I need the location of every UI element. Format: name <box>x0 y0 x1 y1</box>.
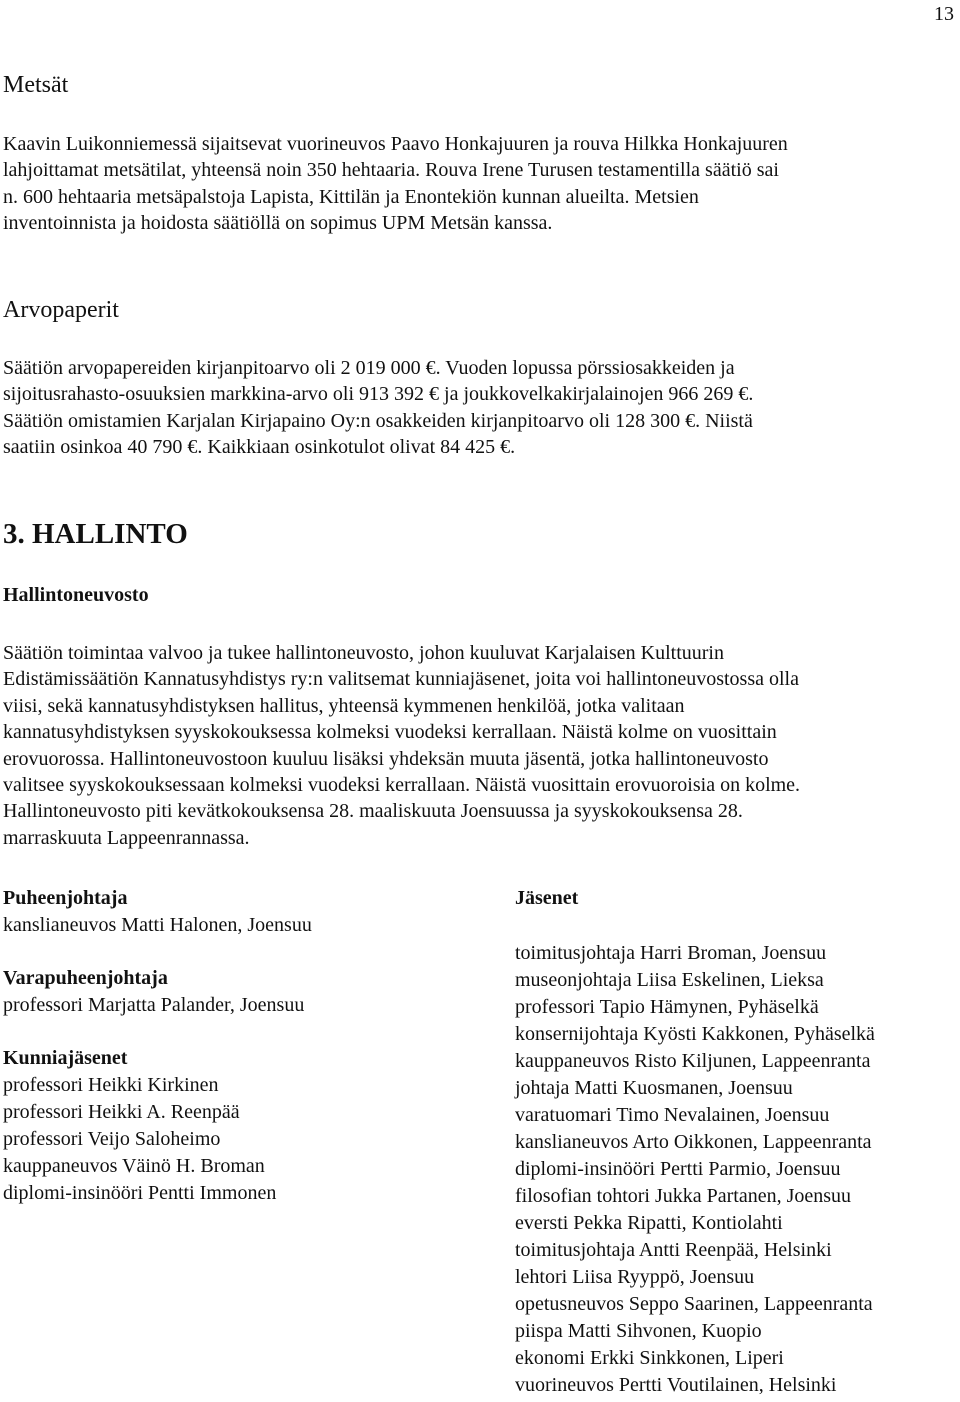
member-name: toimitusjohtaja Harri Broman, Joensuu <box>515 942 827 964</box>
member-name: diplomi-insinööri Pertti Parmio, Joensuu <box>515 1158 841 1180</box>
member-name: piispa Matti Sihvonen, Kuopio <box>515 1320 762 1342</box>
member-name: johtaja Matti Kuosmanen, Joensuu <box>515 1077 793 1099</box>
section-heading-arvopaperit: Arvopaperit <box>3 297 119 323</box>
member-name: kauppaneuvos Risto Kiljunen, Lappeenranta <box>515 1050 871 1072</box>
member-name: professori Heikki A. Reenpää <box>3 1101 240 1123</box>
member-name: diplomi-insinööri Pentti Immonen <box>3 1182 277 1204</box>
text-line: n. 600 hehtaaria metsäpalstoja Lapista, Kittilän ja Enontekiön kunnan alueilta. Metsien <box>3 185 699 208</box>
role-title-puheenjohtaja: Puheenjohtaja <box>3 887 128 909</box>
text-line: Edistämissäätiön Kannatusyhdistys ry:n valitsemat kunniajäsenet, joita voi hallintoneuvostossa olla <box>3 668 799 691</box>
member-name: kanslianeuvos Matti Halonen, Joensuu <box>3 914 312 936</box>
group-varapuheenjohtaja <box>3 965 312 1019</box>
text-line: marraskuuta Lappeenrannassa. <box>3 826 250 849</box>
text-line: Hallintoneuvosto piti kevätkokouksensa 28. maaliskuuta Joensuussa ja syyskokouksensa 28. <box>3 800 743 823</box>
member-name: opetusneuvos Seppo Saarinen, Lappeenranta <box>515 1293 873 1315</box>
member-name: ekonomi Erkki Sinkkonen, Liperi <box>515 1347 784 1369</box>
group-puheenjohtaja <box>3 885 312 939</box>
chapter-heading-hallinto: 3. HALLINTO <box>3 518 188 550</box>
page-number: 13 <box>934 3 954 25</box>
text-line: Säätiön toimintaa valvoo ja tukee hallintoneuvosto, johon kuuluvat Karjalaisen Kulttuurin <box>3 642 724 664</box>
text-line: lahjoittamat metsätilat, yhteensä noin 350 hehtaaria. Rouva Irene Turusen testamentilla säätiö sai <box>3 159 779 182</box>
member-name: kauppaneuvos Väinö H. Broman <box>3 1155 265 1177</box>
member-name: eversti Pekka Ripatti, Kontiolahti <box>515 1212 783 1234</box>
officers-column <box>3 885 312 1233</box>
text-line: Säätiön omistamien Karjalan Kirjapaino Oy:n osakkeiden kirjanpitoarvo oli 128 300 €. Niistä <box>3 409 753 432</box>
text-line: Säätiön arvopapereiden kirjanpitoarvo oli 2 019 000 €. Vuoden lopussa pörssiosakkeiden ja <box>3 357 735 379</box>
text-line: viisi, sekä kannatusyhdistyksen hallitus, yhteensä kymmenen henkilöä, jotka valitaan <box>3 694 685 717</box>
text-line: inventoinnista ja hoidosta säätiöllä on sopimus UPM Metsän kanssa. <box>3 212 553 235</box>
member-name: vuorineuvos Pertti Voutilainen, Helsinki <box>515 1374 837 1396</box>
text-line: erovuorossa. Hallintoneuvostoon kuuluu lisäksi yhdeksän muuta jäsentä, jotka hallintoneuvosto <box>3 747 769 770</box>
member-name: filosofian tohtori Jukka Partanen, Joensuu <box>515 1185 852 1207</box>
group-kunniajasenet <box>3 1045 312 1207</box>
role-title-kunniajasenet: Kunniajäsenet <box>3 1047 128 1069</box>
text-line: Kaavin Luikonniemessä sijaitsevat vuorineuvos Paavo Honkajuuren ja rouva Hilkka Honkajuuren <box>3 133 788 155</box>
text-line: sijoitusrahasto-osuuksien markkina-arvo oli 913 392 € ja joukkovelkakirjalainojen 966 269 €. <box>3 383 754 406</box>
text-line: valitsee syyskokouksessaan kolmeksi vuodeksi kerrallaan. Näistä vuosittain erovuoroisia on kolme. <box>3 774 801 797</box>
members-column <box>515 885 875 1399</box>
member-name: professori Heikki Kirkinen <box>3 1074 219 1096</box>
member-name: lehtori Liisa Ryyppö, Joensuu <box>515 1266 755 1288</box>
role-title-varapuheenjohtaja: Varapuheenjohtaja <box>3 967 168 989</box>
subheading-hallintoneuvosto: Hallintoneuvosto <box>3 584 149 606</box>
member-name: professori Marjatta Palander, Joensuu <box>3 994 305 1016</box>
text-line: kannatusyhdistyksen syyskokouksessa kolmeksi vuodeksi kerrallaan. Näistä kolme on vuosittain <box>3 721 777 744</box>
member-name: professori Veijo Saloheimo <box>3 1128 221 1150</box>
member-name: museonjohtaja Liisa Eskelinen, Lieksa <box>515 969 824 991</box>
member-name: konsernijohtaja Kyösti Kakkonen, Pyhäselkä <box>515 1023 875 1045</box>
role-title-jasenet: Jäsenet <box>515 887 579 909</box>
member-name: professori Tapio Hämynen, Pyhäselkä <box>515 996 819 1018</box>
member-name: varatuomari Timo Nevalainen, Joensuu <box>515 1104 830 1126</box>
member-name: kanslianeuvos Arto Oikkonen, Lappeenranta <box>515 1131 872 1153</box>
paragraph-hallintoneuvosto <box>3 640 953 851</box>
text-line: saatiin osinkoa 40 790 €. Kaikkiaan osinkotulot olivat 84 425 €. <box>3 436 516 459</box>
section-heading-metsat: Metsät <box>3 72 69 98</box>
paragraph-arvopaperit <box>3 355 953 461</box>
member-name: toimitusjohtaja Antti Reenpää, Helsinki <box>515 1239 832 1261</box>
paragraph-metsat <box>3 131 953 237</box>
